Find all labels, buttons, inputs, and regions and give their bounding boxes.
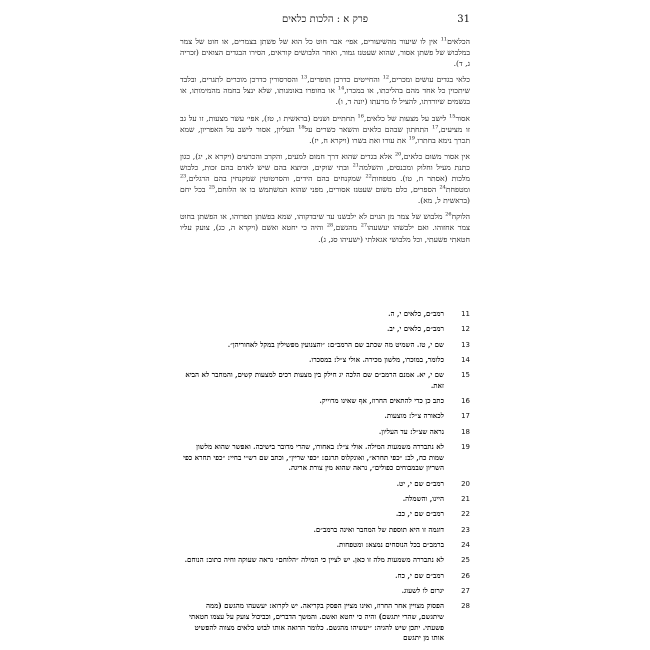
footnote <box>180 601 470 644</box>
page-header <box>180 14 470 28</box>
footnote-text: ברמב״ם בכל הנוסחים נמצא: ומטפחות. <box>336 539 444 549</box>
main-paragraph: הלוקח$^{26}$ מלבוש של צמר מן הגוים לא ילבשנו עד שיבדקוהו, שמא בפשתן תפרוהו, או הפשתן בחוט צמר אחזוהו. ואם ילבשהו יעשעהו$^{27}$ מהגשם,$^{28}$ והיה כי יחטא ואשם (ויקרא ה, כג), צועק עליו חטאתי פשעתי, וכל מלבושי אגאלתי (ישעיהו סג, ג). <box>180 211 471 244</box>
footnote <box>180 324 470 335</box>
footnote <box>180 571 470 582</box>
footnote-number: 15 <box>461 371 470 380</box>
footnote-number: 17 <box>461 412 470 421</box>
footnote-number: 12 <box>461 325 470 334</box>
footnote <box>180 411 470 422</box>
footnote-text: רמב״ם שם י, יט. <box>396 478 444 488</box>
footnote-number: 23 <box>461 525 470 534</box>
footnote-text: רמב״ם, כלאים י, ה. <box>388 309 444 318</box>
footnote <box>180 509 470 520</box>
footnote-number: 14 <box>461 355 470 364</box>
footnote <box>180 370 470 391</box>
footnote <box>180 355 470 366</box>
footnote-number: 21 <box>461 495 470 504</box>
footnote <box>180 396 470 407</box>
footnote-text: שם י, טז. השמיט מה שכתב שם הרמב״ם: ״והצנועין מפשילין במקל לאחוריהן״. <box>227 339 444 349</box>
footnote-number: 11 <box>461 310 470 318</box>
footnote <box>180 540 470 551</box>
footnote-number: 28 <box>461 602 470 611</box>
footnote-number: 16 <box>461 397 470 406</box>
footnote-text: יגרום לו לשעוג. <box>401 585 444 595</box>
main-paragraph: כלאי בגדים עושים ומכרים,$^{12}$ והחייטים כדרכן תופרים,$^{13}$ והסרסורין כדרכן מוכרים לתגרים, ובלבד שיתכוין כל אחד מהם בהליכתו, או במכרו,$^{14}$ או בחופרו באומנותו, שלא ינצל בחמה מהמימותו, או בגשמים שיורדתו, להציל לו מרעתו (יונה ד, ו). <box>180 74 470 107</box>
footnote-text: כלומר, במוכרו, מלשון מכירה. אולי צ״ל: במסכרו. <box>309 354 444 364</box>
footnote-text: רמב״ם שם י, כח. <box>395 570 444 580</box>
footnotes-section <box>180 309 470 649</box>
footnote-number: 22 <box>461 510 470 519</box>
footnote <box>180 442 470 474</box>
page-number: 31 <box>457 14 470 25</box>
footnote <box>180 525 470 536</box>
footnote-number: 25 <box>461 556 470 565</box>
footnote-text: שם י, יא. אמנם הרמב״ם שם הלכה יג חילק בין מצעות רכים למצעות קשים, והמחבר לא הביא זאת. <box>185 370 444 390</box>
footnote-number: 26 <box>461 571 470 580</box>
footnote-text: כתב כן כדי להתאים החרוז, אף שאינו מדוייק. <box>319 396 444 406</box>
footnote-number: 20 <box>461 479 470 488</box>
footnote-text: לא נתבררה משמעות מלה זו כאן. יש לציין כי המילה ״הלוחם״ נראה שעוקה וחיה כתוב: הנוחם. <box>184 555 444 565</box>
footnote-text: רמב״ם, כלאים י, יב. <box>386 324 444 334</box>
footnote <box>180 586 470 597</box>
footnote-text: לכאורה צ״ל: מוצעות. <box>384 411 444 421</box>
footnote-text: דוגמה זו היא תוספת של המחבר ואינה ברמב״ם. <box>313 524 444 534</box>
footnote-number: 24 <box>461 540 470 549</box>
footnote <box>180 494 470 505</box>
footnote-number: 19 <box>461 443 470 452</box>
footnote-number: 27 <box>461 586 470 595</box>
footnote-text: היינו, והשמלה. <box>402 494 444 504</box>
main-paragraph: אין אסור משום כלאים,$^{20}$ אלא בגדים שהוא דרך חמום למעים, והקרב והכרעים (ויקרא א, יג), כגון כתנת מעיל וחלוק ומכנסים, והשלמה$^{21}$ ובתי שוקים, וכיוצא בהם שיש לאדם בהם זכות, כלבוש מלכות (אסתר ח, טו). מטפחות$^{22}$ שמקנחים בהם הידים, והסרטוטין שמקנחין בהם הרגלים,$^{23}$ ומטפחת$^{24}$ הספרים, כלם משום שעטנז אסורים, מפני שהוא המשתמש בו או הלוחם,$^{25}$ בכל יחם (בראשית ל, מא). <box>180 151 471 206</box>
main-paragraph: אסור$^{15}$ לישב על מצעות של כלאים,$^{16}$ תחתיים ושנים (בראשית ו, טז), אפי׳ עשר מצעות, זו על גב זו מציעים,$^{17}$ התחתון שבהם כלאים והשאר כשרים על$^{18}$ העליון, אסור לישב על האפריון, שמא תכרך נימא בחתרו,$^{19}$ את עורו ואת בשרו (ויקרא ח, יז). <box>180 113 470 145</box>
footnote <box>180 427 470 438</box>
footnote <box>180 340 470 351</box>
footnote-text: רמב״ם שם י, כב. <box>395 509 444 519</box>
footnote-text: נראה שצ״ל: עד העליון. <box>378 426 444 436</box>
main-paragraph: הכלאים$^{11}$ אין לו שיעור מהשיעורים, אפי׳ אבר חוט כל הוא של פשתן בצמרים, או חוט של צמר במלבוש של פשתן אסור, שהוא שעטנז גמור, ואחר הלבושים קוראים, הסירו הבגדים הצואים (זכריה ג, ד). <box>180 36 470 69</box>
footnote <box>180 555 470 566</box>
footnote-number: 13 <box>461 340 470 349</box>
footnote <box>180 309 470 320</box>
footnote <box>180 479 470 490</box>
footnote-number: 18 <box>461 427 470 436</box>
footnote-text: לא נתבררה משמעות המילה. אולי צ״ל: באחורו, שהרי מדובר בישיבה. ואפשר שהוא מלשון שמות כח, לב: ״כפי תחרא״, ואונקלוס תרגם: ״כפי שריין״, וכתב שם רש״י בחיי: ״כפי תחרא כפי השריון שבמבוחים כפולים״, נראה שהוא מין צורת אריגה. <box>183 442 444 473</box>
footnote-text: הפסוק מצויין אחר החרוז, ואינו מציין הפסק בקריאה. יש לקרוא: יעשעהו מהגשם (ממה שיתגשם, שהרי יתגשם) והיה כי יחטא ואשם. והמשך הדברים, וכביכול צועק על עצמו חטאתי פשעתי. יתכן שיש להגיה: ״יעשיהו מהגשם. כלומר הרואה אותו לבוש כלאים מצווה להפשיט אותו מן יתגשם <box>189 601 444 643</box>
main-text <box>180 36 470 250</box>
running-title: פרק א : הלכות כלאים <box>282 14 368 25</box>
